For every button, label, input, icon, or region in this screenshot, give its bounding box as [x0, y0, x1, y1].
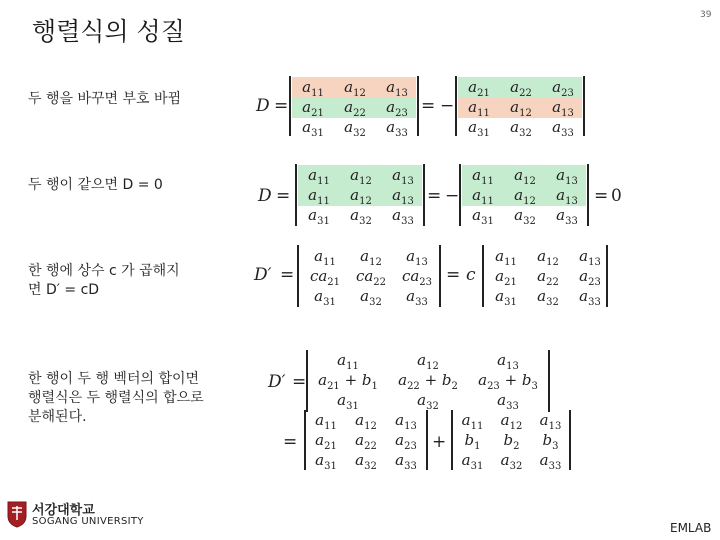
- eq1-D: D: [256, 96, 270, 116]
- matrix-entry: $a_{32}$: [360, 287, 382, 308]
- matrix-entry: $a_{11}$: [472, 186, 494, 207]
- eq1-right-bar-l: [455, 76, 457, 136]
- eq4-bl-bar-r: [426, 410, 428, 470]
- property-scalar-line1: 한 행에 상수 c 가 곱해지: [28, 263, 180, 279]
- matrix-entry: $a_{33}$: [497, 391, 519, 412]
- matrix-entry: $a_{12}$: [514, 166, 536, 187]
- matrix-entry: $a_{22}$: [510, 78, 532, 99]
- matrix-entry: $ca_{23}$: [401, 267, 433, 288]
- matrix-entry: $a_{11}$: [495, 247, 517, 268]
- matrix-entry: $a_{11}$: [472, 166, 494, 187]
- matrix-entry: $a_{31}$: [308, 206, 330, 227]
- property-sum-line3: 분해된다.: [28, 409, 87, 425]
- logo-english-name: SOGANG UNIVERSITY: [32, 516, 144, 527]
- matrix-entry: $a_{32}$: [514, 206, 536, 227]
- logo-korean-name: 서강대학교: [32, 503, 95, 518]
- matrix-entry: $a_{12}$: [417, 351, 439, 372]
- matrix-entry: $a_{12}$: [350, 166, 372, 187]
- matrix-entry: $ca_{21}$: [309, 267, 341, 288]
- matrix-entry: $a_{22}$: [537, 267, 559, 288]
- matrix-entry: $a_{13}$: [386, 78, 408, 99]
- matrix-entry: $a_{32}$: [355, 451, 377, 472]
- university-logo-icon: [6, 500, 28, 532]
- eq4-plus: +: [432, 432, 447, 452]
- eq2-equals: =: [276, 186, 291, 206]
- eq2-zero: 0: [611, 186, 622, 206]
- matrix-entry: $a_{13}$: [406, 247, 428, 268]
- matrix-entry: $a_{11}$: [302, 78, 324, 99]
- matrix-entry: $a_{31}$: [314, 287, 336, 308]
- eq2-equals-2: =: [427, 186, 442, 206]
- matrix-entry: $a_{11}$: [308, 186, 330, 207]
- eq3-c: c: [466, 265, 476, 285]
- matrix-entry: $a_{31}$: [468, 118, 490, 139]
- eq3-equals: =: [280, 265, 295, 285]
- matrix-entry: $a_{11}$: [314, 247, 336, 268]
- eq3-right-bar-l: [482, 245, 484, 307]
- eq4-Dprime: D′: [268, 372, 286, 392]
- matrix-entry: $a_{32}$: [350, 206, 372, 227]
- matrix-entry: $a_{12}$: [500, 411, 523, 432]
- property-sum-row: [28, 370, 204, 427]
- matrix-entry: $a_{12}$: [355, 411, 377, 432]
- matrix-entry: $a_{31}$: [472, 206, 494, 227]
- property-scalar-line2: 면 D′ = cD: [28, 282, 100, 298]
- matrix-entry: $a_{22}$: [355, 431, 377, 452]
- property-swap-rows: 두 행을 바꾸면 부호 바뀜: [28, 91, 182, 107]
- eq3-left-bar-l: [297, 245, 299, 307]
- footer-lab-name: EMLAB: [670, 521, 712, 535]
- property-sum-line1: 한 행이 두 행 벡터의 합이면: [28, 371, 200, 387]
- matrix-entry: $a_{23}$: [386, 98, 408, 119]
- matrix-entry: $a_{32}$: [500, 451, 523, 472]
- matrix-entry: $a_{32}$: [417, 391, 439, 412]
- eq1-minus: −: [440, 96, 455, 116]
- matrix-entry: $a_{12}$: [350, 186, 372, 207]
- eq1-equals-2: =: [421, 96, 436, 116]
- eq4-top-bar-r: [548, 350, 550, 412]
- matrix-entry: $a_{13}$: [556, 186, 578, 207]
- matrix-entry: $a_{11}$: [315, 411, 337, 432]
- eq3-Dprime: D′: [254, 265, 272, 285]
- matrix-entry: $ca_{22}$: [355, 267, 387, 288]
- matrix-entry: $a_{21}$: [495, 267, 517, 288]
- matrix-entry: $a_{31}$: [495, 287, 517, 308]
- matrix-entry: $a_{33}$: [539, 451, 562, 472]
- matrix-entry: $a_{11}$: [468, 98, 490, 119]
- page-number: 39: [700, 10, 712, 20]
- eq2-right-bar-l: [459, 164, 461, 226]
- property-equal-rows: 두 행이 같으면 D = 0: [28, 177, 163, 193]
- property-sum-line2: 행렬식은 두 행렬식의 합으로: [28, 390, 204, 406]
- matrix-entry: $a_{13}$: [552, 98, 574, 119]
- eq1-left-bar-l: [289, 76, 291, 136]
- matrix-entry: $a_{33}$: [579, 287, 601, 308]
- matrix-entry: $a_{12}$: [510, 98, 532, 119]
- eq3-equals-2: =: [446, 265, 461, 285]
- matrix-entry: $a_{21} + b_1$: [318, 371, 378, 392]
- matrix-entry: $a_{13}$: [395, 411, 417, 432]
- matrix-entry: $a_{33}$: [395, 451, 417, 472]
- matrix-entry: $b_2$: [503, 431, 520, 452]
- eq2-minus: −: [445, 186, 460, 206]
- matrix-entry: $a_{32}$: [344, 118, 366, 139]
- slide-title: 행렬식의 성질: [32, 17, 185, 46]
- matrix-entry: $a_{21}$: [315, 431, 337, 452]
- eq2-left-bar-l: [295, 164, 297, 226]
- matrix-entry: $a_{21}$: [468, 78, 490, 99]
- matrix-entry: $a_{12}$: [537, 247, 559, 268]
- matrix-entry: $a_{23}$: [395, 431, 417, 452]
- matrix-entry: $a_{23} + b_3$: [478, 371, 538, 392]
- matrix-entry: $b_1$: [464, 431, 481, 452]
- matrix-entry: $a_{13}$: [539, 411, 562, 432]
- matrix-entry: $a_{23}$: [579, 267, 601, 288]
- matrix-entry: $a_{23}$: [552, 78, 574, 99]
- matrix-entry: $a_{33}$: [386, 118, 408, 139]
- matrix-entry: $a_{31}$: [337, 391, 359, 412]
- matrix-entry: $a_{13}$: [497, 351, 519, 372]
- matrix-entry: $a_{32}$: [537, 287, 559, 308]
- property-scalar-row: [28, 262, 180, 300]
- matrix-entry: $a_{32}$: [510, 118, 532, 139]
- matrix-entry: $b_3$: [542, 431, 559, 452]
- matrix-entry: $a_{12}$: [514, 186, 536, 207]
- matrix-entry: $a_{33}$: [552, 118, 574, 139]
- matrix-entry: $a_{13}$: [556, 166, 578, 187]
- matrix-entry: $a_{11}$: [337, 351, 359, 372]
- matrix-entry: $a_{13}$: [579, 247, 601, 268]
- matrix-entry: $a_{33}$: [392, 206, 414, 227]
- matrix-entry: $a_{11}$: [308, 166, 330, 187]
- matrix-entry: $a_{13}$: [392, 166, 414, 187]
- eq2-equals-3: =: [594, 186, 609, 206]
- eq4-equals-2: =: [283, 432, 298, 452]
- eq2-D: D: [258, 186, 272, 206]
- eq4-equals: =: [292, 372, 307, 392]
- matrix-entry: $a_{21}$: [302, 98, 324, 119]
- matrix-entry: $a_{13}$: [392, 186, 414, 207]
- matrix-entry: $a_{12}$: [360, 247, 382, 268]
- matrix-entry: $a_{22}$: [344, 98, 366, 119]
- matrix-entry: $a_{31}$: [302, 118, 324, 139]
- matrix-entry: $a_{11}$: [461, 411, 484, 432]
- matrix-entry: $a_{33}$: [406, 287, 428, 308]
- matrix-entry: $a_{31}$: [315, 451, 337, 472]
- matrix-entry: $a_{33}$: [556, 206, 578, 227]
- matrix-entry: $a_{22} + b_2$: [398, 371, 458, 392]
- matrix-entry: $a_{31}$: [461, 451, 484, 472]
- matrix-entry: $a_{12}$: [344, 78, 366, 99]
- eq1-equals: =: [274, 96, 289, 116]
